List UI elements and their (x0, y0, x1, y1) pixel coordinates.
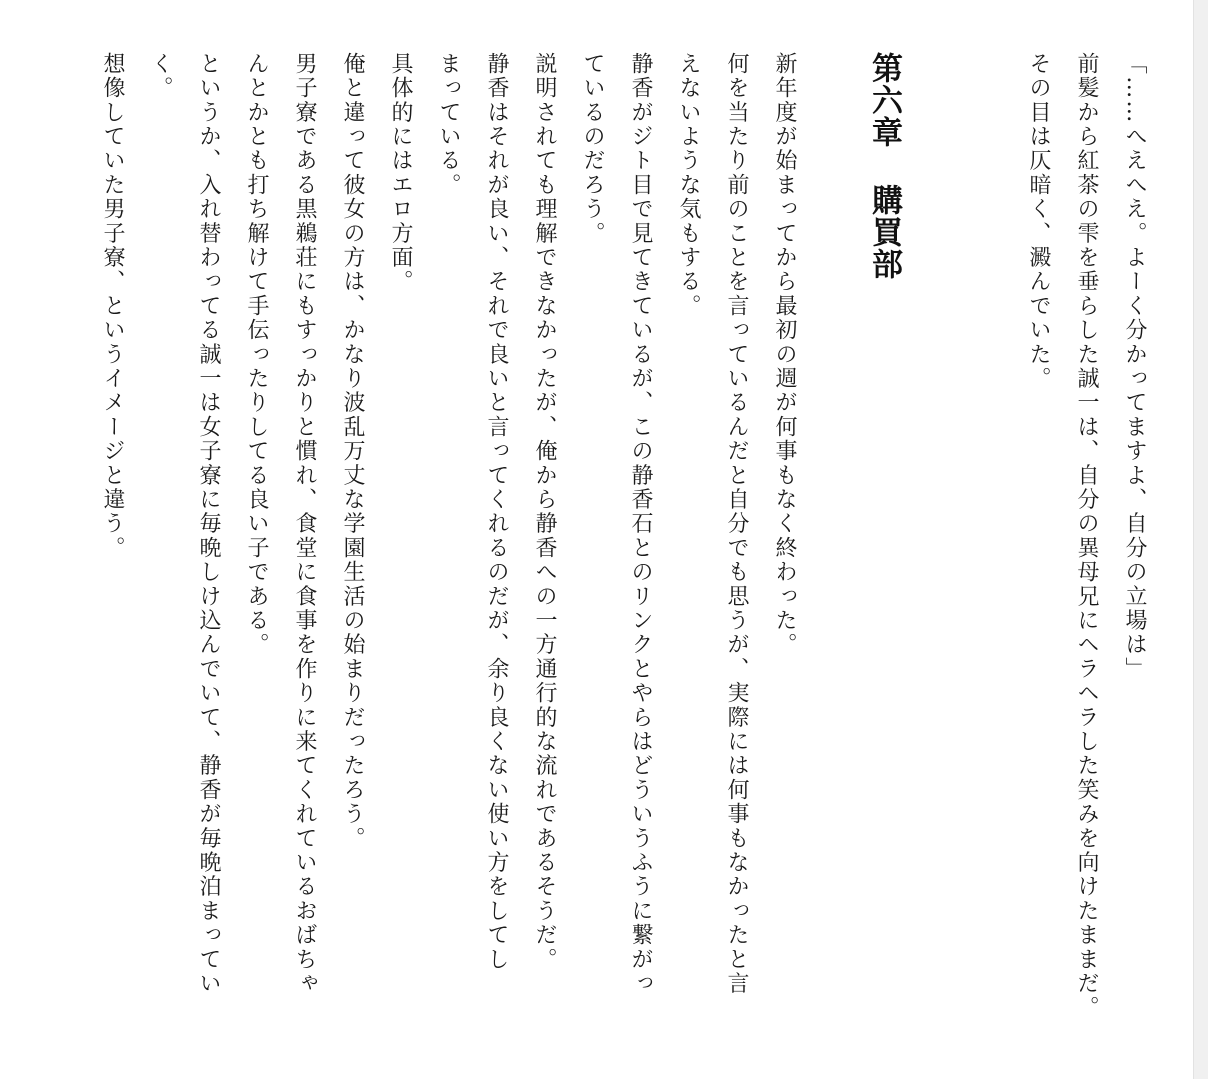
text-line: 何を当たり前のことを言っているんだと自分でも思うが、実際には何事もなかったと言 (724, 52, 749, 996)
page-scrollbar-track[interactable] (1193, 0, 1208, 1079)
text-line: んとかとも打ち解けて手伝ったりしてる良い子である。 (244, 52, 269, 657)
text-line: 「……へえへえ。よーく分かってますよ、自分の立場は」 (1122, 52, 1147, 682)
text-line: 静香がジト目で見てきているが、この静香石とのリンクとやらはどういうふうに繋がっ (628, 52, 653, 996)
text-line: 想像していた男子寮、というイメージと違う。 (100, 52, 125, 561)
text-line: 男子寮である黒鵜荘にもすっかりと慣れ、食堂に食事を作りに来てくれているおばちゃ (292, 52, 317, 996)
text-line: 前髪から紅茶の雫を垂らした誠一は、自分の異母兄にヘラヘラした笑みを向けたままだ。 (1074, 52, 1099, 1020)
text-line: というか、入れ替わってる誠一は女子寮に毎晩しけ込んでいて、静香が毎晩泊まってい (196, 52, 221, 996)
text-line: その目は仄暗く、澱んでいた。 (1026, 52, 1051, 391)
chapter-heading (862, 52, 906, 280)
text-line: まっている。 (436, 52, 461, 198)
text-line: 説明されても理解できなかったが、俺から静香への一方通行的な流れであるそうだ。 (532, 52, 557, 972)
chapter-number: 第六章 (866, 52, 902, 148)
text-line: 新年度が始まってから最初の週が何事もなく終わった。 (772, 52, 797, 657)
text-line: えないような気もする。 (676, 52, 701, 319)
text-line: 静香はそれが良い、それで良いと言ってくれるのだが、余り良くない使い方をしてし (484, 52, 509, 972)
text-line: 俺と違って彼女の方は、かなり波乱万丈な学園生活の始まりだったろう。 (340, 52, 365, 851)
chapter-title: 購買部 (866, 184, 902, 280)
text-line: く。 (148, 52, 173, 101)
text-line: ているのだろう。 (580, 52, 605, 246)
text-line: 具体的にはエロ方面。 (388, 52, 413, 294)
